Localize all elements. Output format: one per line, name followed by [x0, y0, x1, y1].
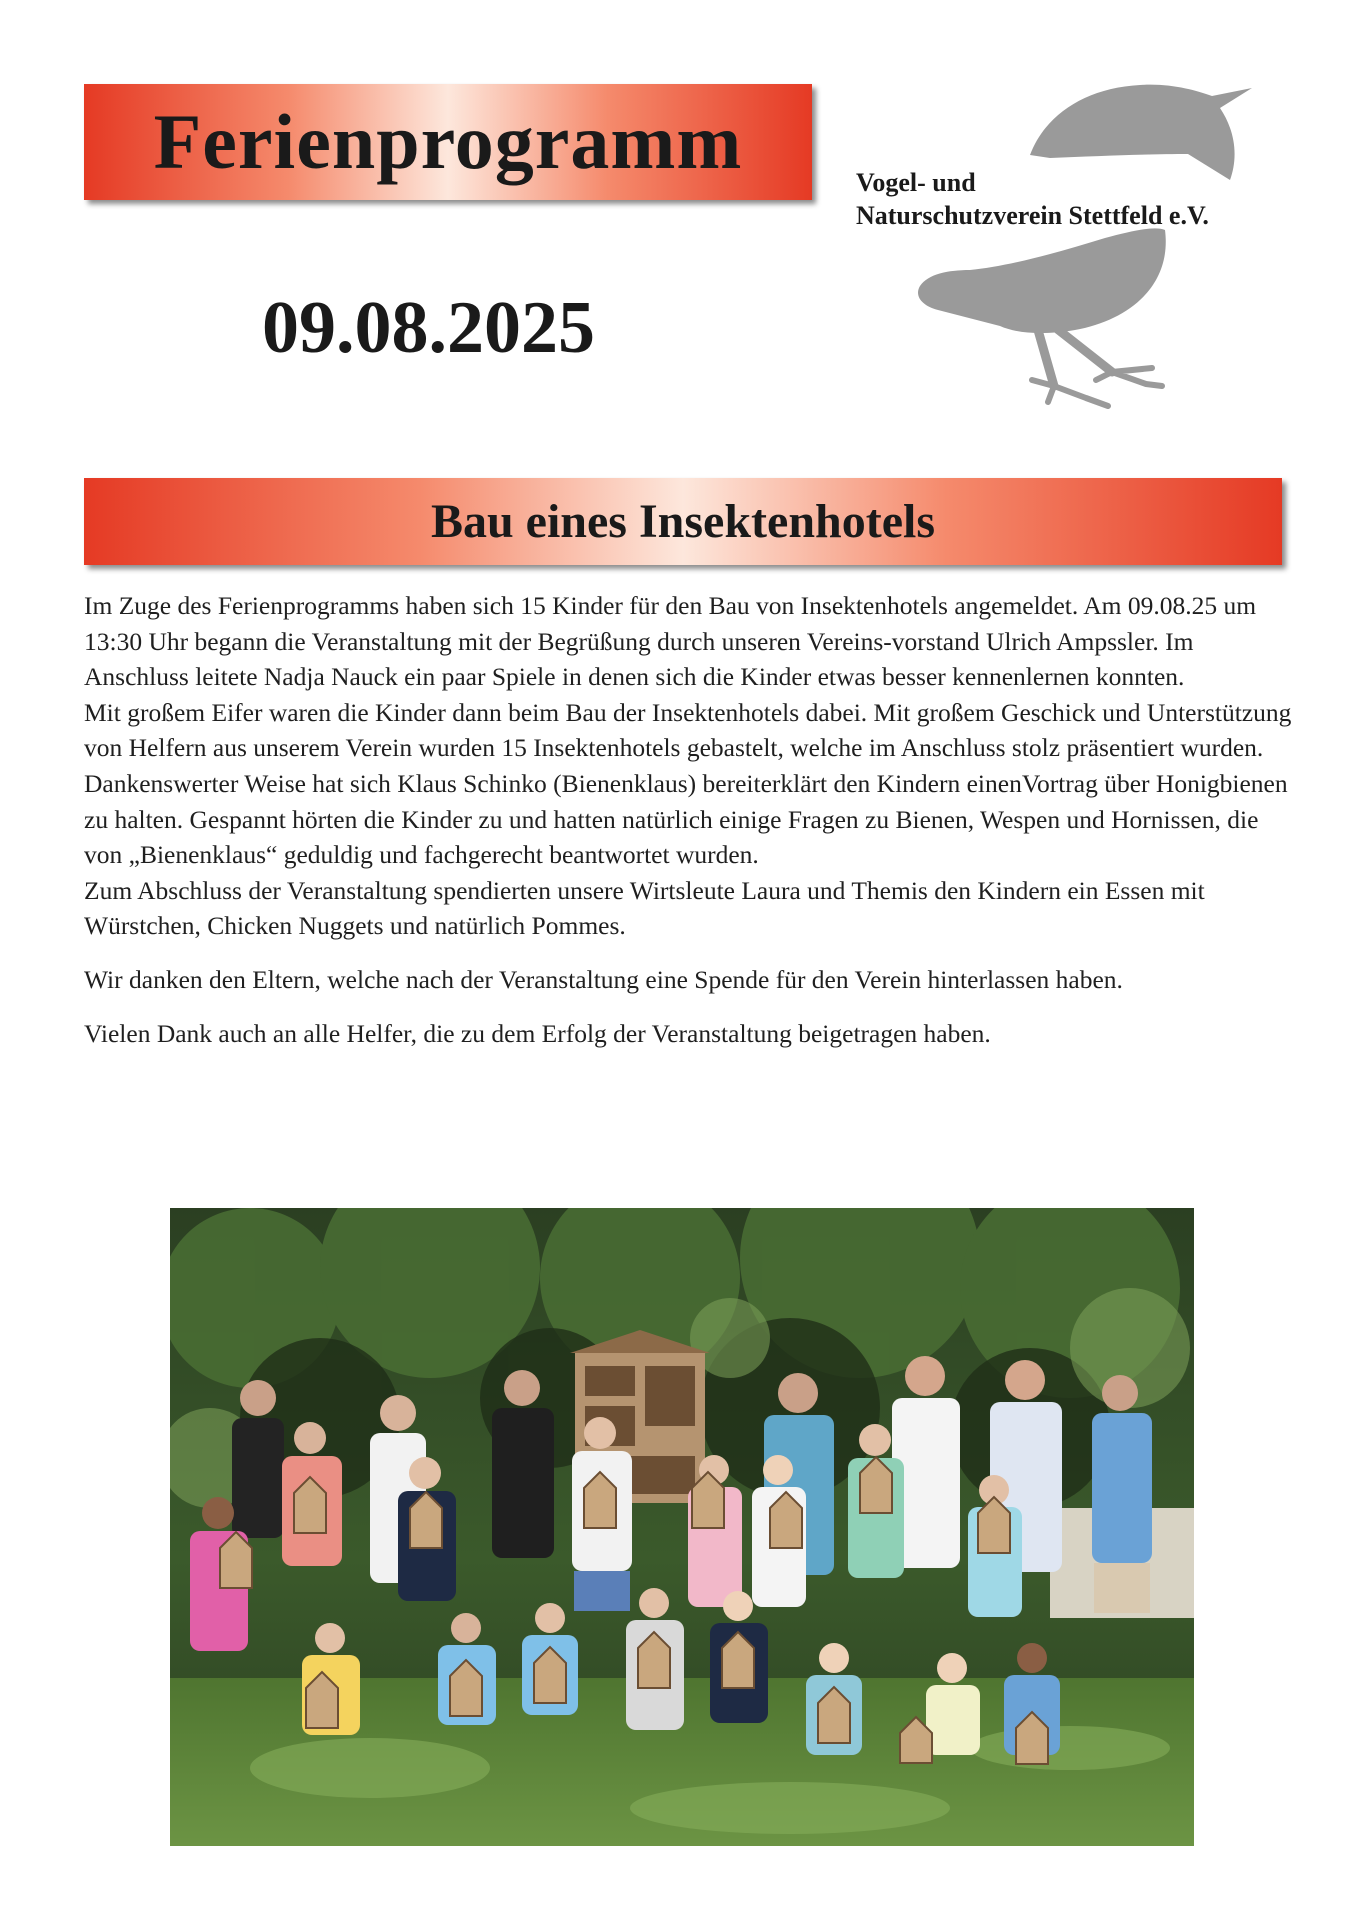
program-title-banner — [84, 84, 812, 200]
organization-logo — [850, 80, 1300, 410]
group-photo-icon — [170, 1208, 1194, 1846]
section-title-banner — [84, 478, 1282, 565]
article-paragraph: Im Zuge des Ferienprogramms haben sich 15 Kinder für den Bau von Insektenhotels angemeldet. Am 09.08.25 um 13:30 Uhr begann die Veranstaltung mit der Begrüßung durch unseren Vereins-vorstand Ulrich Ampssler. Im Anschluss leitete Nadja Nauck ein paar Spiele in denen sich die Kinder etwas besser kennenlernen konnten. — [84, 591, 1257, 692]
organization-name — [856, 166, 1209, 232]
blackbird-silhouette-icon — [850, 80, 1300, 410]
organization-name-line1: Vogel- und — [856, 168, 976, 197]
program-title: Ferienprogramm — [153, 98, 743, 185]
article-paragraph: Vielen Dank auch an alle Helfer, die zu dem Erfolg der Veranstaltung beigetragen haben. — [84, 1018, 991, 1048]
article-paragraph: Wir danken den Eltern, welche nach der Veranstaltung eine Spende für den Verein hinterlassen haben. — [84, 964, 1123, 994]
organization-name-line2: Naturschutzverein Stettfeld e.V. — [856, 201, 1209, 230]
group-photo — [170, 1208, 1194, 1846]
article-paragraph: Dankenswerter Weise hat sich Klaus Schinko (Bienenklaus) bereiterklärt den Kindern einenVortrag über Honigbienen zu halten. Gespannt hörten die Kinder zu und hatten natürlich einige Fragen zu Bienen, Wespen und Hornissen, die von „Bienenklaus“ geduldig und fachgerecht beantwortet wurden. — [84, 768, 1288, 870]
article-paragraph: Zum Abschluss der Veranstaltung spendierten unsere Wirtsleute Laura und Themis den Kindern ein Essen mit Würstchen, Chicken Nuggets und natürlich Pommes. — [84, 875, 1205, 941]
article-body — [84, 588, 1294, 1051]
section-title: Bau eines Insektenhotels — [430, 495, 936, 548]
article-paragraph: Mit großem Eifer waren die Kinder dann beim Bau der Insektenhotels dabei. Mit großem Geschick und Unterstützung von Helfern aus unserem Verein wurden 15 Insektenhotels gebastelt, welche im Anschluss stolz präsentiert wurden. — [84, 697, 1292, 763]
event-date: 09.08.2025 — [262, 287, 595, 369]
